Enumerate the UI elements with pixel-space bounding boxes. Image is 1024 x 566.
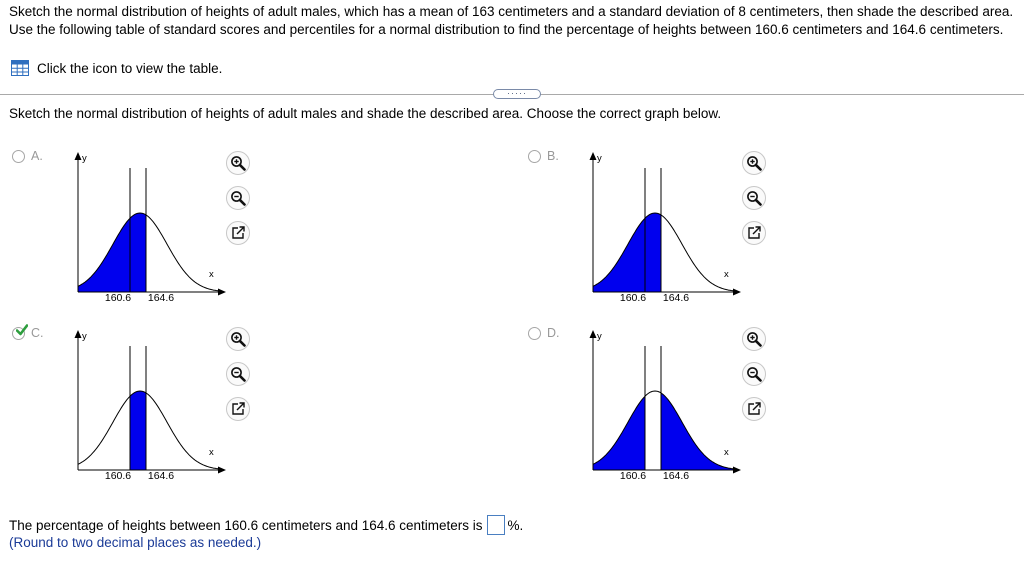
- zoom-in-icon[interactable]: [230, 331, 246, 347]
- option-a-radio[interactable]: [12, 150, 25, 163]
- zoom-out-icon[interactable]: [746, 366, 762, 382]
- zoom-in-button[interactable]: [226, 151, 250, 175]
- tick-label-160-6: 160.6: [619, 470, 647, 482]
- zoom-out-icon[interactable]: [746, 190, 762, 206]
- zoom-out-button[interactable]: [226, 186, 250, 210]
- zoom-out-button[interactable]: [226, 362, 250, 386]
- tick-label-164-6: 164.6: [662, 292, 690, 304]
- x-axis-label: x: [209, 447, 214, 458]
- y-axis-arrow: [75, 152, 82, 160]
- normal-curve-graph: [58, 146, 233, 308]
- shaded-region: [130, 213, 146, 292]
- popout-icon[interactable]: [746, 225, 762, 241]
- view-table-link[interactable]: [11, 59, 222, 77]
- option-c[interactable]: [12, 326, 44, 340]
- tick-label-164-6: 164.6: [147, 292, 175, 304]
- normal-curve: [78, 391, 220, 469]
- graph-b: [573, 146, 748, 308]
- graph-c: [58, 324, 233, 486]
- answer-line: [9, 515, 523, 535]
- x-axis-label: x: [209, 269, 214, 280]
- popout-button[interactable]: [226, 397, 250, 421]
- answer-input[interactable]: [487, 515, 505, 535]
- y-axis-arrow: [590, 152, 597, 160]
- option-b-radio[interactable]: [528, 150, 541, 163]
- checkmark-icon: [16, 324, 28, 336]
- y-axis-label: y: [597, 331, 602, 342]
- zoom-out-icon[interactable]: [230, 366, 246, 382]
- y-axis-arrow: [590, 330, 597, 338]
- popout-icon[interactable]: [230, 225, 246, 241]
- popout-button[interactable]: [742, 221, 766, 245]
- zoom-in-icon[interactable]: [230, 155, 246, 171]
- graph-b-tools: [742, 151, 768, 256]
- popout-button[interactable]: [742, 397, 766, 421]
- option-a-letter: A.: [31, 149, 43, 163]
- tick-label-160-6: 160.6: [104, 292, 132, 304]
- option-a[interactable]: [12, 149, 43, 163]
- problem-statement: Sketch the normal distribution of heights of adult males, which has a mean of 163 centimeters and a standard deviation of 8 centimeters, then shade the described area. Use the following table of standard scores and percentiles for a normal distribution to find the percentage of heights between 160.6 centimeters and 164.6 centimeters.: [9, 4, 1014, 37]
- zoom-in-button[interactable]: [742, 151, 766, 175]
- zoom-in-button[interactable]: [742, 327, 766, 351]
- zoom-in-button[interactable]: [226, 327, 250, 351]
- option-b[interactable]: [528, 149, 559, 163]
- graph-d: [573, 324, 748, 486]
- y-axis-label: y: [82, 153, 87, 164]
- x-axis-arrow: [218, 467, 226, 474]
- table-icon[interactable]: [11, 60, 29, 76]
- zoom-out-button[interactable]: [742, 186, 766, 210]
- y-axis-arrow: [75, 330, 82, 338]
- option-c-letter: C.: [31, 326, 44, 340]
- option-d-radio[interactable]: [528, 327, 541, 340]
- normal-curve-graph: [573, 324, 748, 486]
- option-b-letter: B.: [547, 149, 559, 163]
- tick-label-164-6: 164.6: [147, 470, 175, 482]
- popout-icon[interactable]: [746, 401, 762, 417]
- y-axis-label: y: [597, 153, 602, 164]
- normal-curve-graph: [58, 324, 233, 486]
- x-axis-arrow: [733, 467, 741, 474]
- graph-a-tools: [226, 151, 252, 256]
- tick-label-164-6: 164.6: [662, 470, 690, 482]
- popout-icon[interactable]: [230, 401, 246, 417]
- option-d[interactable]: [528, 326, 560, 340]
- normal-curve-graph: [573, 146, 748, 308]
- x-axis-arrow: [218, 289, 226, 296]
- zoom-out-button[interactable]: [742, 362, 766, 386]
- shaded-region: [130, 391, 146, 470]
- x-axis-label: x: [724, 447, 729, 458]
- option-c-radio[interactable]: [12, 327, 25, 340]
- zoom-in-icon[interactable]: [746, 331, 762, 347]
- question-text: Sketch the normal distribution of heights of adult males and shade the described area. Choose the correct graph below.: [9, 106, 722, 121]
- rounding-hint: (Round to two decimal places as needed.): [9, 535, 262, 550]
- zoom-out-icon[interactable]: [230, 190, 246, 206]
- graph-a: [58, 146, 233, 308]
- y-axis-label: y: [82, 331, 87, 342]
- expand-handle[interactable]: ·····: [493, 89, 541, 99]
- popout-button[interactable]: [226, 221, 250, 245]
- shaded-region: [645, 213, 661, 292]
- x-axis-arrow: [733, 289, 741, 296]
- option-d-letter: D.: [547, 326, 560, 340]
- graph-c-tools: [226, 327, 252, 432]
- tick-label-160-6: 160.6: [104, 470, 132, 482]
- x-axis-label: x: [724, 269, 729, 280]
- tick-label-160-6: 160.6: [619, 292, 647, 304]
- graph-d-tools: [742, 327, 768, 432]
- answer-prefix: The percentage of heights between 160.6 centimeters and 164.6 centimeters is: [9, 517, 483, 533]
- answer-suffix: %.: [507, 517, 524, 533]
- zoom-in-icon[interactable]: [746, 155, 762, 171]
- view-table-label[interactable]: Click the icon to view the table.: [37, 60, 223, 76]
